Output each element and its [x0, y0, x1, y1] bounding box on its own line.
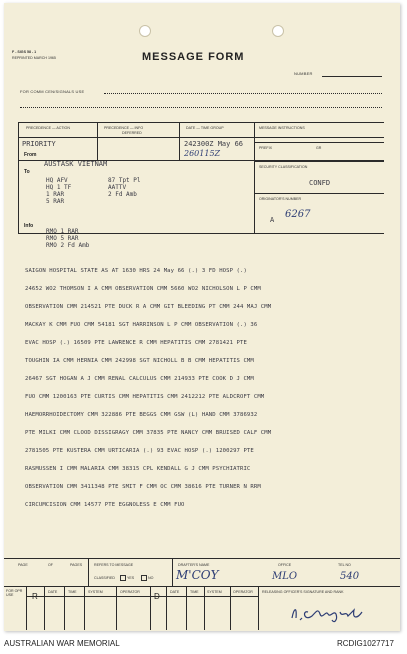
- info-addressee: RMO 5 RAR: [46, 235, 79, 242]
- drafter-name-value: M'COY: [176, 568, 219, 582]
- originator-prefix: A: [270, 216, 275, 224]
- dtg-typed: 242300Z May 66: [184, 140, 244, 148]
- for-opr-use-label: FOR OPR USE: [6, 589, 23, 597]
- prefix-label: PREFIX: [259, 146, 272, 150]
- info-addressee: RMO 2 Fd Amb: [46, 242, 90, 249]
- classified-label: CLASSIFIED: [94, 576, 115, 580]
- classified-no-checkbox[interactable]: [141, 575, 147, 581]
- dtg-handwritten: 260115Z: [184, 149, 221, 158]
- to-list-col2: [108, 177, 141, 198]
- message-instructions-label: MESSAGE INSTRUCTIONS: [259, 126, 305, 130]
- originator-number-label: ORIGINATOR'S NUMBER: [259, 197, 302, 201]
- security-value: CONFD: [309, 179, 331, 187]
- r-label: R: [32, 592, 38, 601]
- to-addressee: 5 RAR: [46, 198, 65, 205]
- message-line: MACKAY K CMM FUO CMM 54181 SGT HARRINSON L P CMM OBSERVATION (.) 36: [25, 322, 258, 328]
- system-label: SYSTEM: [207, 590, 222, 594]
- time-label: TIME: [68, 590, 77, 594]
- message-form-sheet: [4, 3, 400, 631]
- drafters-name-label: DRAFTER'S NAME: [178, 563, 210, 567]
- to-label: To: [24, 169, 30, 175]
- info-addressee: RMO 1 RAR: [46, 228, 79, 235]
- message-line: OBSERVATION CMM 3411348 PTE SMIT F CMM OC CMM 38616 PTE TURNER N RRM: [25, 484, 261, 490]
- comm-cen-label: FOR COMM CEN/SIGNALS USE: [20, 89, 85, 94]
- to-addressee: AATTV: [108, 184, 127, 191]
- info-label: Info: [24, 223, 34, 229]
- classified-yes-checkbox[interactable]: [120, 575, 126, 581]
- message-line: PTE MILKI CMM CLOOD DISSIGRAGY CMM 37835 PTE NANCY CMM BRUISED CALF CMM: [25, 430, 272, 436]
- tel-no-label: TEL NO: [338, 563, 351, 567]
- message-line: 2781505 PTE KUSTERA CMM URTICARIA (.) 93 EVAC HOSP (.) 1200297 PTE: [25, 448, 254, 454]
- message-line: TOUGHIN IA CMM HERNIA CMM 242998 SGT NICHOLL B B CMM HEPATITIS CMM: [25, 358, 254, 364]
- operator-label: OPERATOR: [120, 590, 140, 594]
- to-addressee: 87 Tpt Pl: [108, 177, 141, 184]
- archive-reference: RCDIG1027717: [337, 639, 394, 648]
- message-line: CIRCUMCISION CMM 14577 PTE EGGNOLESS E CMM FUO: [25, 502, 185, 508]
- message-line: 26467 SGT HOGAN A J CMM RENAL CALCULUS CMM 214933 PTE COOK D J CMM: [25, 376, 254, 382]
- signature-scribble: [288, 600, 378, 626]
- to-addressee: HQ 1 TF: [46, 184, 72, 191]
- dtg-label: DATE — TIME GROUP: [186, 126, 224, 130]
- archive-footer: [0, 636, 407, 654]
- number-label: NUMBER: [294, 71, 313, 76]
- to-list-col1: [46, 177, 71, 205]
- message-line: EVAC HOSP (.) 16509 PTE LAWRENCE R CMM HEPATITIS CMM 2781421 PTE: [25, 340, 247, 346]
- message-line: HAEMORRHOIDECTOMY CMM 322886 PTE BEGGS CMM GSW (L) HAND CMM 3786932: [25, 412, 258, 418]
- message-line: OBSERVATION CMM 214521 PTE DUCK R A CMM GIT BLEEDING PT CMM 244 MAJ CMM: [25, 304, 272, 310]
- precedence-info-label: PRECEDENCE — INFO: [104, 126, 144, 130]
- precedence-value: PRIORITY: [22, 140, 56, 148]
- message-line: SAIGON HOSPITAL STATE AS AT 1630 HRS 24 May 66 (.) 3 FD HOSP (.): [25, 268, 247, 274]
- from-value: AUSTASK VIETNAM: [44, 160, 108, 168]
- deferred-label: DEFERRED: [122, 131, 142, 135]
- releasing-officer-signature: [288, 600, 378, 626]
- archive-name: AUSTRALIAN WAR MEMORIAL: [4, 639, 120, 648]
- operator-label: OPERATOR: [233, 590, 253, 594]
- precedence-action-label: PRECEDENCE — ACTION: [26, 126, 70, 130]
- releasing-officer-label: RELEASING OFFICER'S SIGNATURE AND RANK: [262, 590, 344, 594]
- page-label: PAGE: [18, 563, 28, 567]
- message-line: RASMUSSEN I CMM MALARIA CMM 38315 CPL KENDALL G J CMM PSYCHIATRIC: [25, 466, 251, 472]
- security-classification-label: SECURITY CLASSIFICATION: [259, 165, 308, 169]
- date-label: DATE: [48, 590, 58, 594]
- message-line: FUO CMM 1200163 PTE CURTIS CMM HEPATITIS CMM 2412212 PTE ALDCROFT CMM: [25, 394, 265, 400]
- info-list: [46, 228, 89, 249]
- time-label: TIME: [190, 590, 199, 594]
- originator-number-value: 6267: [285, 209, 311, 220]
- form-code: F - SIGS 58 - 1: [12, 50, 37, 54]
- form-title: MESSAGE FORM: [142, 51, 245, 63]
- yes-label: YES: [127, 576, 135, 580]
- office-label: OFFICE: [278, 563, 292, 567]
- d-label: D: [154, 592, 160, 601]
- refers-to-label: REFERS TO MESSAGE: [94, 563, 134, 567]
- punch-hole: [139, 25, 151, 37]
- office-value: MLO: [272, 571, 298, 582]
- to-addressee: HQ AFV: [46, 177, 68, 184]
- gr-label: GR: [316, 146, 322, 150]
- system-label: SYSTEM: [88, 590, 103, 594]
- date-label: DATE: [170, 590, 180, 594]
- message-line: 24652 WO2 THOMSON I A CMM OBSERVATION CMM 5660 WO2 NICHOLSON L P CMM: [25, 286, 261, 292]
- punch-hole: [272, 25, 284, 37]
- of-label: OF: [48, 563, 53, 567]
- pages-label: PAGES: [70, 563, 83, 567]
- tel-value: 540: [340, 571, 360, 582]
- no-label: NO: [148, 576, 154, 580]
- to-addressee: 2 Fd Amb: [108, 191, 137, 198]
- reprint-note: REPRINTED MARCH 1965: [12, 56, 56, 60]
- to-addressee: 1 RAR: [46, 191, 65, 198]
- from-label: From: [24, 152, 37, 158]
